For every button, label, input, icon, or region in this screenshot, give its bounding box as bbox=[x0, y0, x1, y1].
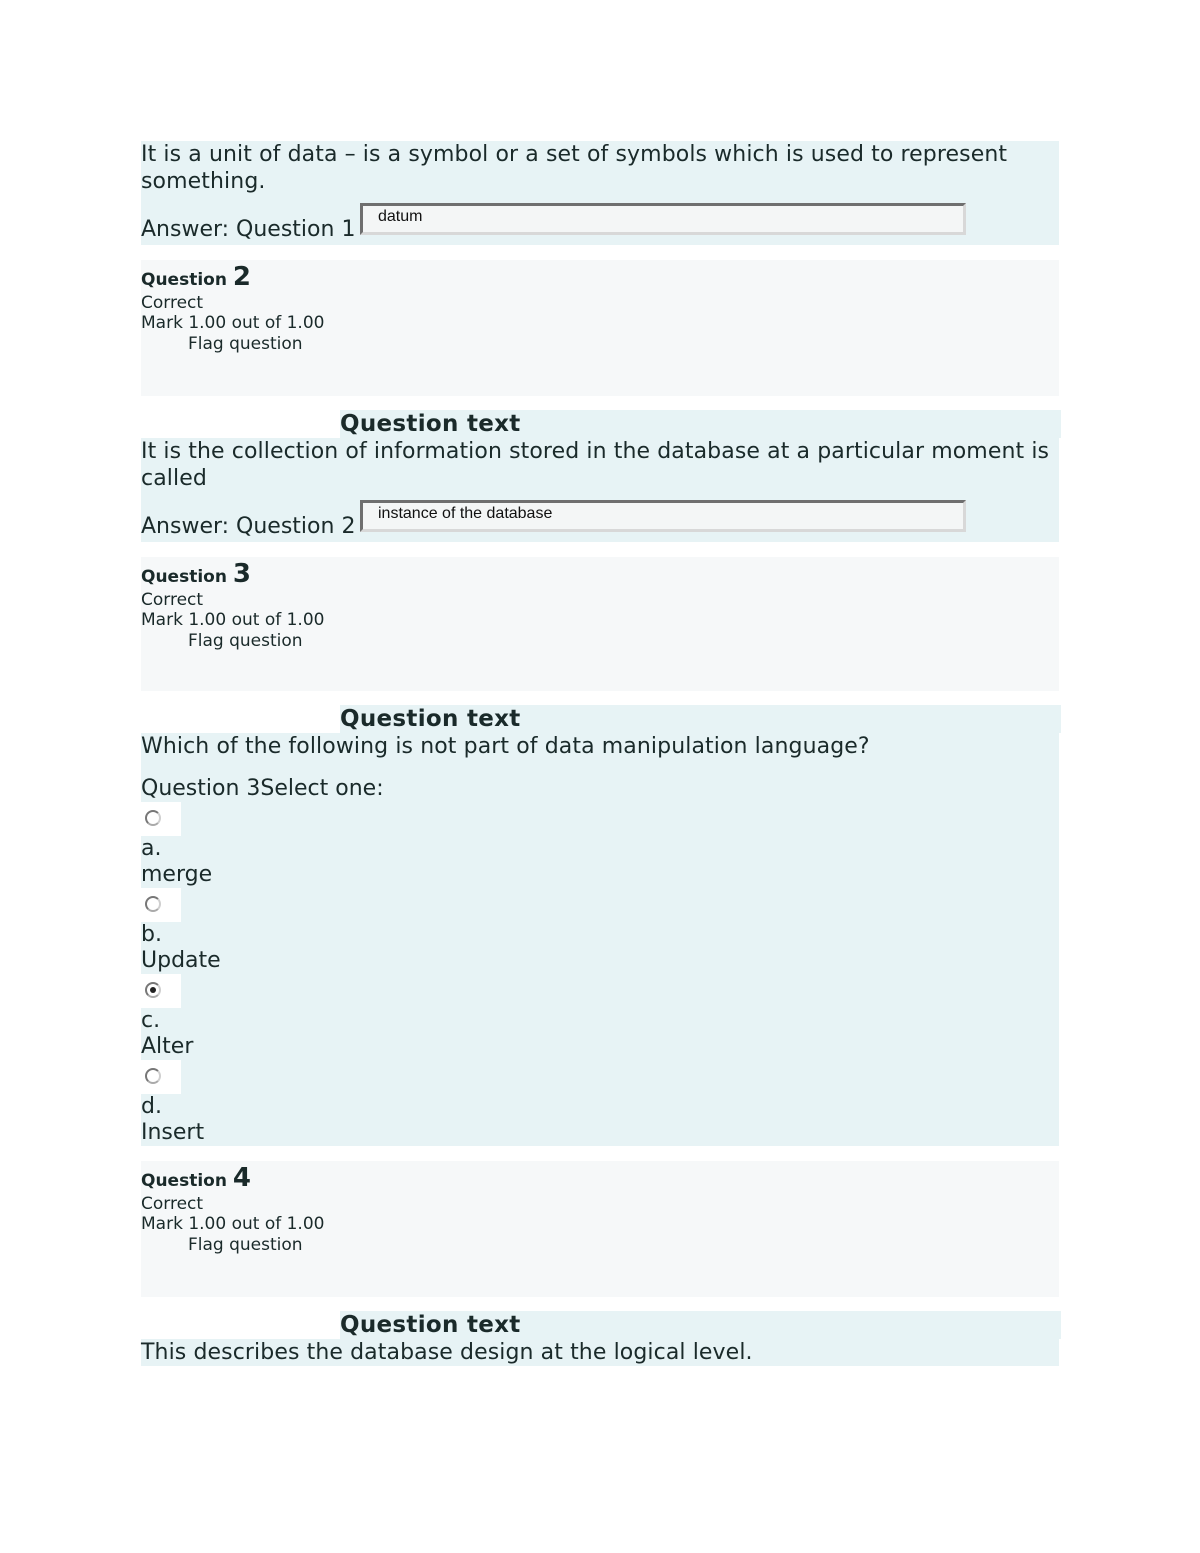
option-d-text: Insert bbox=[141, 1120, 205, 1145]
question-2-info bbox=[141, 260, 1059, 396]
question-3-info bbox=[141, 557, 1059, 691]
question-4-info bbox=[141, 1161, 1059, 1297]
question-3-title bbox=[141, 561, 1059, 590]
question-2-title bbox=[141, 264, 1059, 293]
option-c bbox=[141, 974, 1059, 1060]
question-4-flag-button[interactable]: Flag question bbox=[188, 1235, 303, 1255]
option-b-text: Update bbox=[141, 948, 221, 973]
option-d-radio-cell[interactable] bbox=[141, 1060, 181, 1094]
option-b-letter: b. bbox=[141, 922, 162, 947]
option-d bbox=[141, 1060, 1059, 1146]
option-a bbox=[141, 802, 1059, 888]
question-3-label: Question bbox=[141, 567, 233, 587]
question-4-number: 4 bbox=[232, 1163, 251, 1193]
question-3-number: 3 bbox=[232, 559, 251, 589]
question-3-flag-button[interactable]: Flag question bbox=[188, 631, 303, 651]
quiz-review-page bbox=[141, 141, 1061, 1366]
question-3-text: Which of the following is not part of data manipulation language? bbox=[141, 734, 870, 759]
question-2-answer-label: Answer: Question 2 bbox=[141, 514, 356, 539]
option-b-radio-cell[interactable] bbox=[141, 888, 181, 922]
option-a-radio[interactable] bbox=[145, 810, 161, 826]
question-2-content bbox=[141, 410, 1061, 542]
question-2-body bbox=[141, 438, 1059, 542]
question-4-text: This describes the database design at the logical level. bbox=[141, 1340, 753, 1365]
question-3-status: Correct bbox=[141, 590, 204, 610]
question-1-content bbox=[141, 141, 1059, 245]
question-4-body bbox=[141, 1339, 1059, 1366]
question-2-flag-button[interactable]: Flag question bbox=[188, 334, 303, 354]
question-3-heading: Question text bbox=[340, 705, 1061, 733]
question-2-answer-input[interactable]: instance of the database bbox=[360, 500, 966, 532]
question-4-heading: Question text bbox=[340, 1311, 1061, 1339]
question-4-label: Question bbox=[141, 1171, 233, 1191]
option-c-radio[interactable] bbox=[145, 982, 161, 998]
option-a-text: merge bbox=[141, 862, 213, 887]
question-1-answer-row bbox=[141, 195, 1059, 245]
question-2-status: Correct bbox=[141, 293, 204, 313]
question-1-answer-input[interactable]: datum bbox=[360, 203, 966, 235]
question-1-text: It is a unit of data – is a symbol or a set of symbols which is used to represent something. bbox=[141, 142, 1008, 194]
option-d-letter: d. bbox=[141, 1094, 162, 1119]
option-c-letter: c. bbox=[141, 1008, 161, 1033]
question-1-answer-label: Answer: Question 1 bbox=[141, 217, 356, 242]
question-2-mark: Mark 1.00 out of 1.00 bbox=[141, 313, 325, 333]
question-4-title bbox=[141, 1165, 1059, 1194]
question-2-number: 2 bbox=[232, 262, 251, 292]
question-2-label: Question bbox=[141, 270, 233, 290]
question-3-select-label: Question 3Select one: bbox=[141, 776, 384, 801]
option-b-radio[interactable] bbox=[145, 896, 161, 912]
question-3-mark: Mark 1.00 out of 1.00 bbox=[141, 610, 325, 630]
question-4-status: Correct bbox=[141, 1194, 204, 1214]
option-d-radio[interactable] bbox=[145, 1068, 161, 1084]
option-a-radio-cell[interactable] bbox=[141, 802, 181, 836]
option-c-text: Alter bbox=[141, 1034, 194, 1059]
question-3-content bbox=[141, 705, 1061, 1146]
question-2-heading: Question text bbox=[340, 410, 1061, 438]
option-b bbox=[141, 888, 1059, 974]
option-a-letter: a. bbox=[141, 836, 162, 861]
question-2-answer-row bbox=[141, 492, 1059, 542]
option-c-radio-cell[interactable] bbox=[141, 974, 181, 1008]
question-3-body bbox=[141, 733, 1059, 1146]
question-4-mark: Mark 1.00 out of 1.00 bbox=[141, 1214, 325, 1234]
question-2-text: It is the collection of information stored in the database at a particular moment is called bbox=[141, 439, 1050, 491]
question-4-content bbox=[141, 1311, 1061, 1366]
